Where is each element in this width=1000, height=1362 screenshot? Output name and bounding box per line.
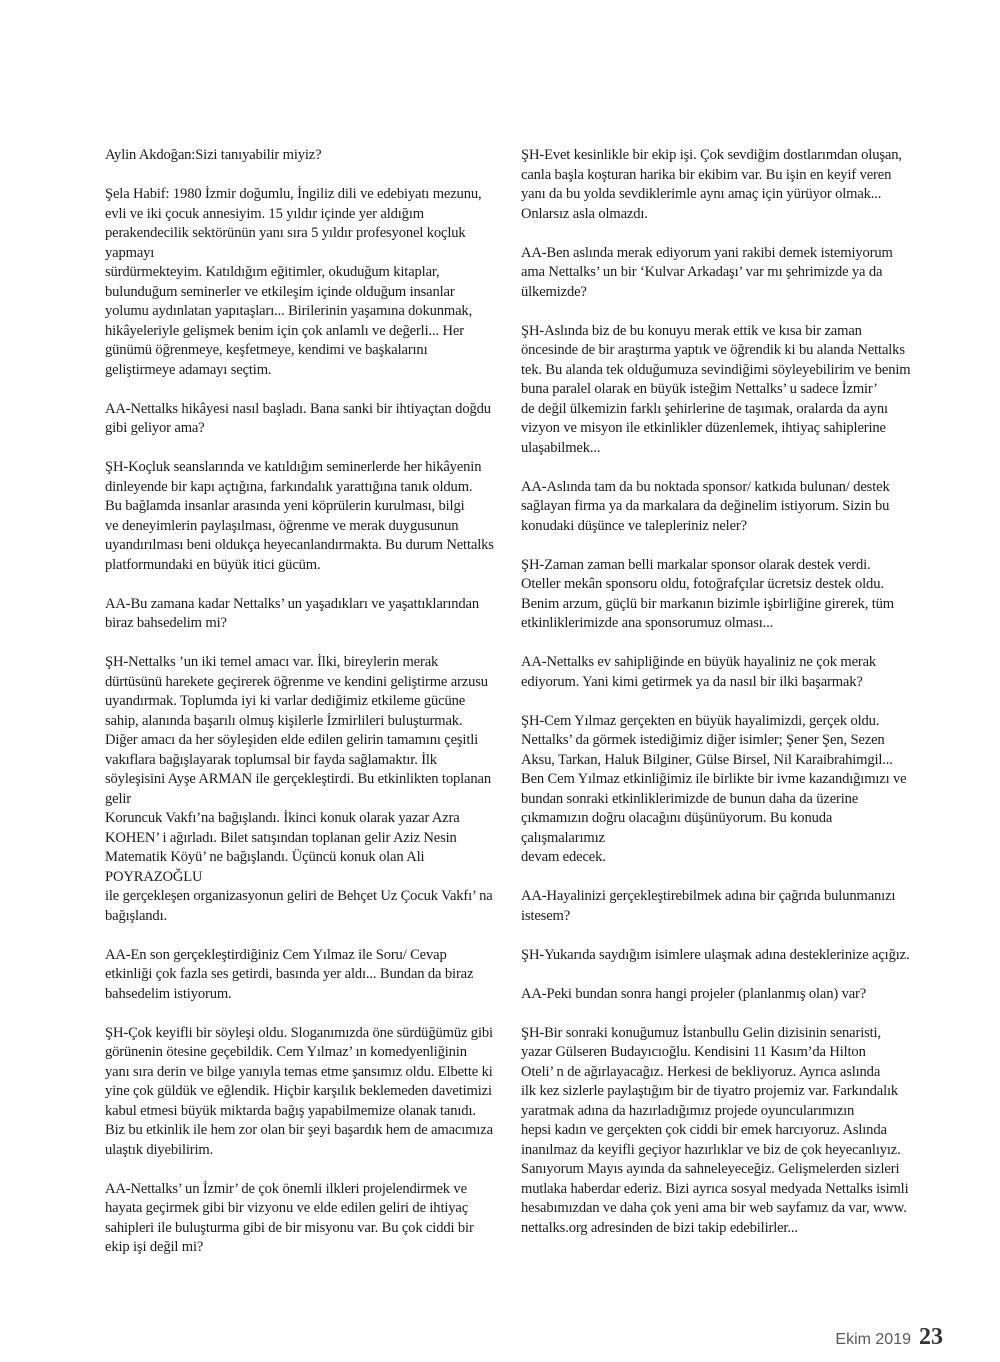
paragraph: ŞH-Koçluk seanslarında ve katıldığım seminerlerde her hikâyenin dinleyende bir kapı açtığına, farkındalık yarattığına tanık oldum. Bu bağlamda insanlar arasında yeni köprülerin kurulması, bilgi ve deneyimlerin paylaşılması, öğrenme ve merak duygusunun uyandırılması beni oldukça heyecanlandırmakta. Bu durum Nettalks platformundaki en büyük itici gücüm. [105,459,494,573]
paragraph: ŞH-Evet kesinlikle bir ekip işi. Çok sevdiğim dostlarımdan oluşan, canla başla koşturan harika bir ekibim var. Bu işin en keyif veren yanı da bu yolda sevdiklerimle aynı amaç için yürüyor olmak... Onlarsız asla olmazdı. [521,147,902,222]
paragraph: AA-Bu zamana kadar Nettalks’ un yaşadıkları ve yaşattıklarından biraz bahsedelim mi? [105,595,480,631]
page-number: 23 [919,1324,943,1350]
paragraph: ŞH-Aslında biz de bu konuyu merak ettik ve kısa bir zaman öncesinde de bir araştırma yaptık ve öğrendik ki bu alanda Nettalks tek. Bu alanda tek olduğumuza sevindiğimi söyleyebilirim ve benim buna paralel olarak en büyük isteğim Nettalks’ u sadece İzmir’ de değil ülkemizin farklı şehirlerine de taşımak, oralarda da aynı vizyon ve misyon ile etkinlikler düzenlemek, ihtiyaç sahiplerine ulaşabilmek... [521,322,911,456]
paragraph: AA-Nettalks hikâyesi nasıl başladı. Bana sanki bir ihtiyaçtan doğdu gibi geliyor ama? [105,400,491,436]
paragraph: ŞH-Nettalks ’un iki temel amacı var. İlki, bireylerin merak dürtüsünü harekete geçirerek öğrenme ve kendini geliştirme arzusu uyandırmak. Toplumda iyi ki varlar dediğimiz etkileme gücüne sahip, alanında başarılı olmuş kişilerle İzmirlileri buluşturmak. Diğer amacı da her söyleşiden elde edilen gelirin tamamını çeşitli vakıflara bağışlayarak toplumsal bir fayda sağlamaktır. İlk söyleşisini Ayşe ARMAN ile gerçekleştirdi. Bu etkinlikten toplanan gelir Koruncuk Vakfı’na bağışlandı. İkinci konuk olarak yazar Azra KOHEN’ i ağırladı. Bilet satışından toplanan gelir Aziz Nesin Matematik Köyü’ ne bağışlandı. Üçüncü konuk olan Ali POYRAZOĞLU ile gerçekleşen organizasyonun geliri de Behçet Uz Çocuk Vakfı’ na bağışlandı. [105,654,493,924]
issue-date: Ekim 2019 [835,1331,911,1348]
paragraph: AA-En son gerçekleştirdiğiniz Cem Yılmaz ile Soru/ Cevap etkinliği çok fazla ses getirdi, basında yer aldı... Bundan da biraz bahsedelim istiyorum. [105,946,474,1002]
paragraph: ŞH-Cem Yılmaz gerçekten en büyük hayalimizdi, gerçek oldu. Nettalks’ da görmek istediğimiz diğer isimler; Şener Şen, Sezen Aksu, Tarkan, Haluk Bilginer, Gülse Birsel, Nil Karaibrahimgil... Ben Cem Yılmaz etkinliğimiz ile birlikte bir ivme kazandığımızı ve bundan sonraki etkinliklerimizde de bunun daha da üzerine çıkmamızın doğru olacağını düşünüyorum. Bu konuda çalışmalarımız devam edecek. [521,712,907,865]
paragraph: ŞH-Yukarıda saydığım isimlere ulaşmak adına desteklerinize açığız. [521,946,910,963]
left-column [105,146,500,1277]
paragraph: AA-Ben aslında merak ediyorum yani rakibi demek istemiyorum ama Nettalks’ un bir ‘Kulvar Arkadaşı’ var mı şehrimizde ya da ülkemizde? [521,244,893,300]
paragraph: AA-Hayalinizi gerçekleştirebilmek adına bir çağrıda bulunmanızı istesem? [521,888,896,924]
right-column [521,146,916,1258]
paragraph: ŞH-Çok keyifli bir söyleşi oldu. Sloganımızda öne sürdüğümüz gibi görünenin ötesine geçebildik. Cem Yılmaz’ ın komedyenliğinin yanı sıra derin ve bilge yanıyla temas etme şansımız oldu. Elbette ki yine çok güldük ve eğlendik. Hiçbir karşılık beklemeden davetimizi kabul etmesi büyük miktarda bağış yapabilmemize olanak tanıdı. Biz bu etkinlik ile hem zor olan bir şeyi başardık hem de amacımıza ulaştık diyebilirim. [105,1024,493,1158]
paragraph: AA-Peki bundan sonra hangi projeler (planlanmış olan) var? [521,985,867,1002]
paragraph: ŞH-Bir sonraki konuğumuz İstanbullu Gelin dizisinin senaristi, yazar Gülseren Budayıcıoğlu. Kendisini 11 Kasım’da Hilton Oteli’ n de ağırlayacağız. Herkesi de bekliyoruz. Ayrıca aslında ilk kez sizlerle paylaştığım bir de tiyatro projemiz var. Farkındalık yaratmak adına da hazırladığımız projede oyuncularımızın hepsi kadın ve gerçekten çok ciddi bir emek harcıyoruz. Aslında inanılmaz da keyifli geçiyor hazırlıklar ve biz de çok heyecanlıyız. Sanıyorum Mayıs ayında da sahneleyeceğiz. Gelişmelerden sizleri mutlaka haberdar ederiz. Bizi ayrıca sosyal medyada Nettalks isimli hesabımızdan ve daha çok yeni ama bir web sayfamız da var, www. nettalks.org adresinden de bizi takip edebilirler... [521,1024,909,1236]
page-footer [835,1324,943,1351]
paragraph: Şela Habif: 1980 İzmir doğumlu, İngiliz dili ve edebiyatı mezunu, evli ve iki çocuk annesiyim. 15 yıldır içinde yer aldığım perakendecilik sektörünün yanı sıra 5 yıldır profesyonel koçluk yapmayı sürdürmekteyim. Katıldığım eğitimler, okuduğum kitaplar, bulunduğum seminerler ve etkileşim içinde olduğum insanlar yolumu aydınlatan yapıtaşları... Birilerinin yaşamına dokunmak, hikâyeleriyle gelişmek benim için çok anlamlı ve değerli... Her günümü öğrenmeye, keşfetmeye, kendimi ve başkalarını geliştirmeye adamayı seçtim. [105,186,482,378]
paragraph: AA-Nettalks’ un İzmir’ de çok önemli ilkleri projelendirmek ve hayata geçirmek gibi bir vizyonu ve elde edilen geliri de ihtiyaç sahipleri ile buluşturma gibi de bir misyonu var. Bu çok ciddi bir ekip işi değil mi? [105,1180,474,1255]
paragraph: AA-Nettalks ev sahipliğinde en büyük hayaliniz ne çok merak ediyorum. Yani kimi getirmek ya da nasıl bir ilki başarmak? [521,654,877,690]
paragraph: AA-Aslında tam da bu noktada sponsor/ katkıda bulunan/ destek sağlayan firma ya da markalara da değinelim istiyorum. Sizin bu konudaki düşünce ve talepleriniz neler? [521,478,890,534]
paragraph: Aylin Akdoğan:Sizi tanıyabilir miyiz? [105,147,322,163]
paragraph: ŞH-Zaman zaman belli markalar sponsor olarak destek verdi. Oteller mekân sponsoru oldu, fotoğrafçılar ücretsiz destek oldu. Benim arzum, güçlü bir markanın bizimle işbirliğine girerek, tüm etkinliklerimizde ana sponsorumuz olması... [521,556,894,631]
